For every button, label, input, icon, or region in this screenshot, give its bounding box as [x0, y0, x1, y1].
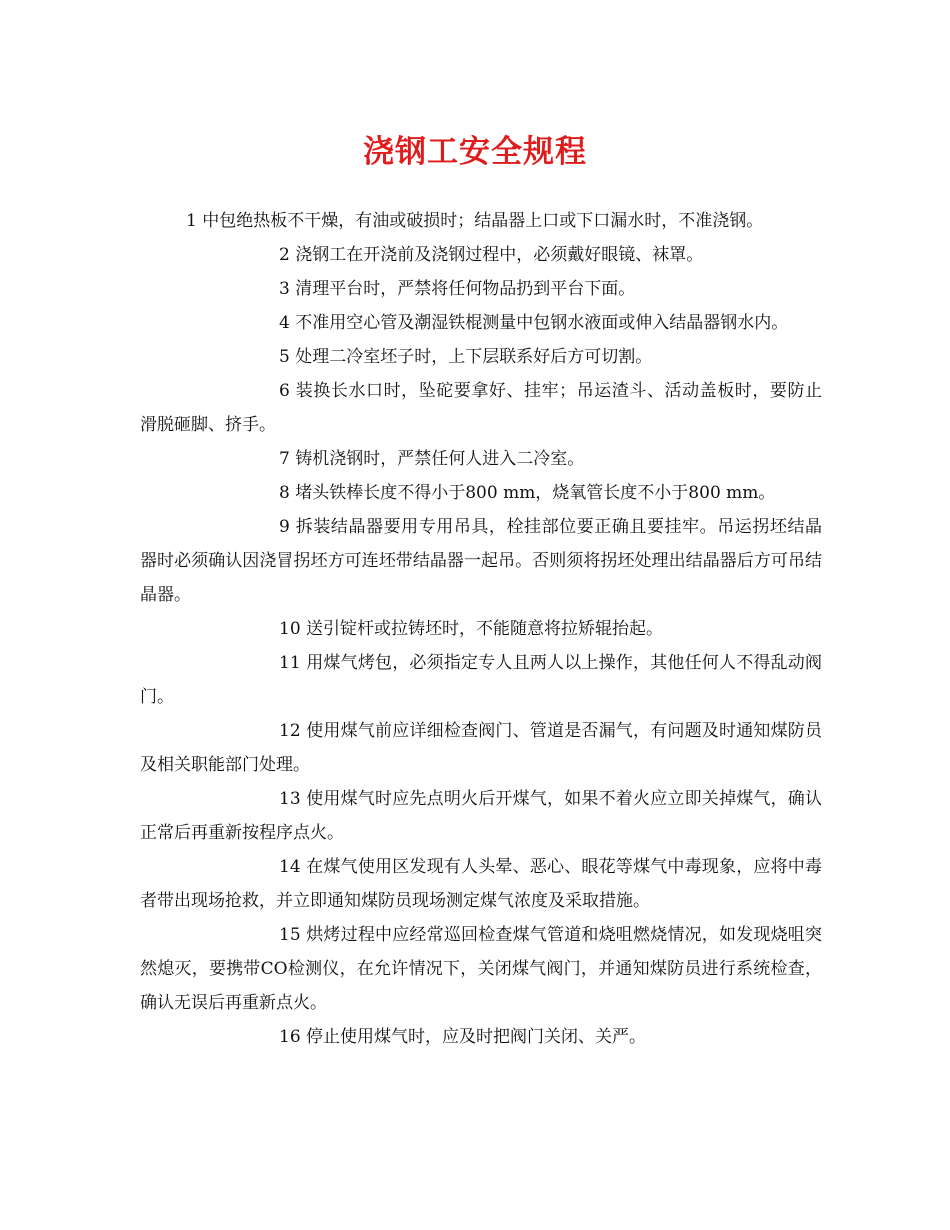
- rule-paragraph-13: 13 使用煤气时应先点明火后开煤气，如果不着火应立即关掉煤气，确认正常后再重新按程序点火。: [140, 789, 822, 843]
- rule-paragraph-6: 6 装换长水口时，坠砣要拿好、挂牢；吊运渣斗、活动盖板时，要防止滑脱砸脚、挤手。: [140, 381, 822, 435]
- rule-paragraph-11: 11 用煤气烤包，必须指定专人且两人以上操作，其他任何人不得乱动阀门。: [140, 653, 822, 707]
- rule-paragraph-2: 2 浇钢工在开浇前及浇钢过程中，必须戴好眼镜、袜罩。: [279, 245, 704, 265]
- rule-paragraph-12: 12 使用煤气前应详细检查阀门、管道是否漏气，有问题及时通知煤防员及相关职能部门处理。: [140, 721, 822, 775]
- rule-paragraph-4: 4 不准用空心管及潮湿铁棍测量中包钢水液面或伸入结晶器钢水内。: [279, 313, 789, 333]
- rule-paragraph-8: 8 堵头铁棒长度不得小于800 mm，烧氧管长度不小于800 mm。: [279, 483, 776, 503]
- rule-paragraph-14: 14 在煤气使用区发现有人头晕、恶心、眼花等煤气中毒现象，应将中毒者带出现场抢救，并立即通知煤防员现场测定煤气浓度及采取措施。: [140, 857, 822, 911]
- document-title: 浇钢工安全规程: [363, 134, 587, 170]
- rule-paragraph-3: 3 清理平台时，严禁将任何物品扔到平台下面。: [279, 279, 636, 299]
- rule-paragraph-10: 10 送引锭杆或拉铸坯时，不能随意将拉矫辊抬起。: [279, 619, 664, 639]
- rule-paragraph-16: 16 停止使用煤气时，应及时把阀门关闭、关严。: [279, 1027, 647, 1047]
- rule-paragraph-15: 15 烘烤过程中应经常巡回检查煤气管道和烧咀燃烧情况，如发现烧咀突然熄灭，要携带CO检测仪，在允许情况下，关闭煤气阀门，并通知煤防员进行系统检查，确认无误后再重新点火。: [140, 925, 822, 1013]
- rule-paragraph-5: 5 处理二冷室坯子时，上下层联系好后方可切割。: [279, 347, 653, 367]
- rule-paragraph-1: 1 中包绝热板不干燥，有油或破损时；结晶器上口或下口漏水时，不准浇钢。: [186, 211, 764, 231]
- rule-paragraph-9: 9 拆装结晶器要用专用吊具，栓挂部位要正确且要挂牢。吊运拐坯结晶器时必须确认因浇冒拐坯方可连坯带结晶器一起吊。否则须将拐坯处理出结晶器后方可吊结晶器。: [140, 517, 822, 605]
- document-body: [140, 204, 822, 1054]
- rule-paragraph-7: 7 铸机浇钢时，严禁任何人进入二冷室。: [279, 449, 585, 469]
